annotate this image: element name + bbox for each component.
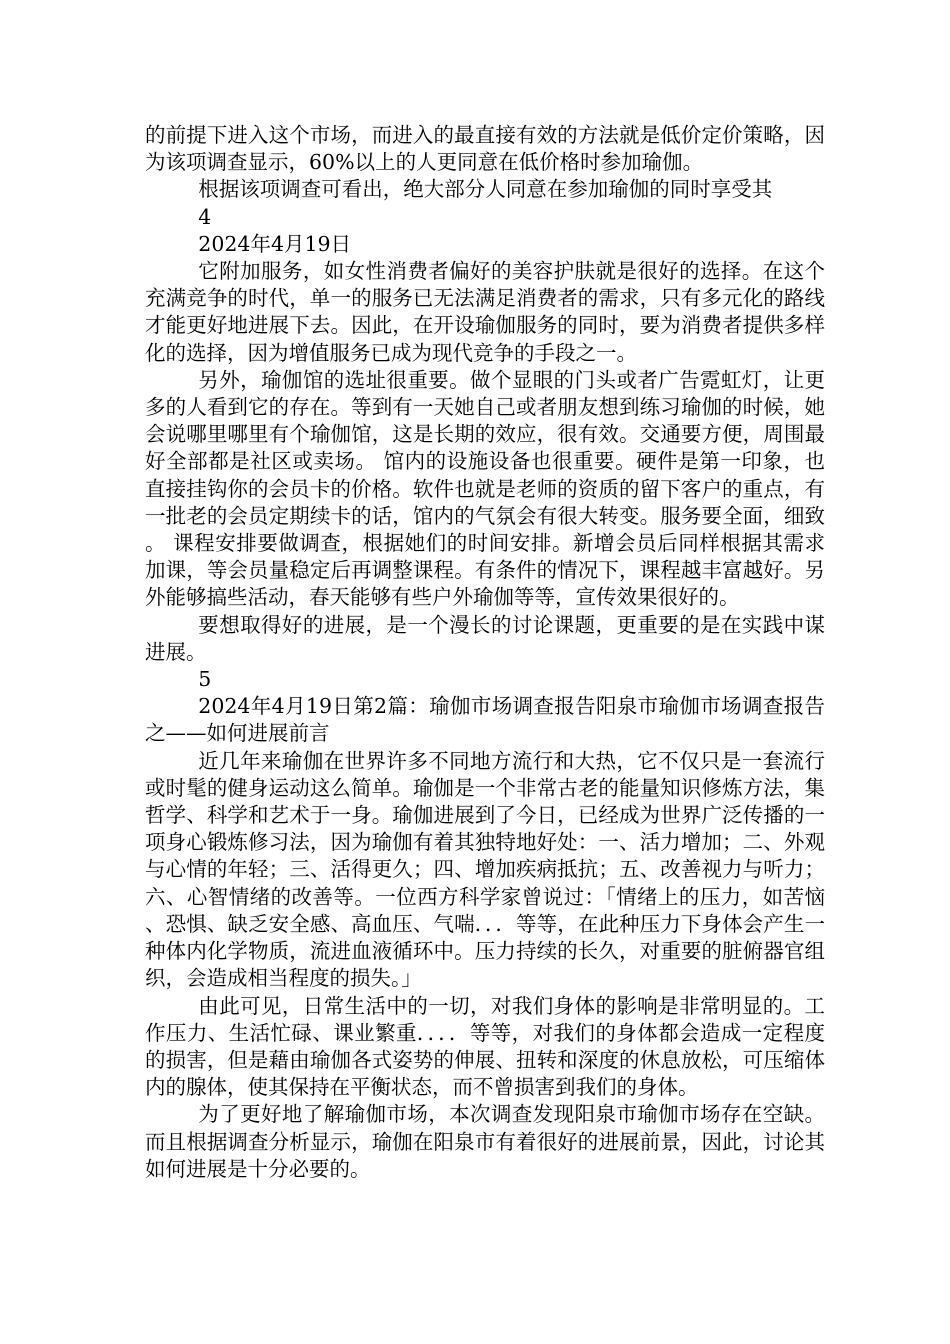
paragraph-yoga-benefits: 近几年来瑜伽在世界许多不同地方流行和大热，它不仅只是一套流行或时髦的健身运动这么简单。瑜伽是一个非常古老的能量知识修炼方法，集哲学、科学和艺术于一身。瑜伽进展到了今日，已经成为世界广泛传播的一项身心锻炼修习法，因为瑜伽有着其独特地好处：一、活力增加；二、外观与心情的年轻；三、活得更久；四、增加疾病抵抗；五、改善视力与听力；六、心智情绪的改善等。一位西方科学家曾说过：「情绪上的压力，如苦恼、恐惧、缺乏安全感、高血压、气喘．．．等等，在此种压力下身体会产生一种体内化学物质，流进血液循环中。压力持续的长久，对重要的脏俯器官组织，会造成相当程度的损失。」 xyxy=(145,748,825,991)
section-heading: 2024年4月19日第2篇：瑜伽市场调查报告阳泉市瑜伽市场调查报告之——如何进展前言 xyxy=(145,694,825,746)
document-page xyxy=(145,122,825,1183)
paragraph-value-added-services: 它附加服务，如女性消费者偏好的美容护肤就是很好的选择。在这个充满竞争的时代，单一的服务已无法满足消费者的需求，只有多元化的路线才能更好地进展下去。因此，在开设瑜伽服务的同时，要为消费者提供多样化的选择，因为增值服务已成为现代竞争的手段之一。 xyxy=(145,259,825,365)
paragraph-intro-continuation: 的前提下进入这个市场，而进入的最直接有效的方法就是低价定价策略，因为该项调查显示，60%以上的人更同意在低价格时参加瑜伽。 xyxy=(145,123,825,175)
page-number: 5 xyxy=(198,667,212,692)
page-date: 2024年4月19日 xyxy=(198,231,352,256)
paragraph-survey-conclusion: 根据该项调查可看出，绝大部分人同意在参加瑜伽的同时享受其 xyxy=(198,177,773,202)
paragraph-market-gap: 为了更好地了解瑜伽市场，本次调查发现阳泉市瑜伽市场存在空缺。而且根据调查分析显示，瑜伽在阳泉市有着很好的进展前景，因此，讨论其如何进展是十分必要的。 xyxy=(145,1102,825,1181)
page-number: 4 xyxy=(198,204,212,229)
paragraph-development-practice: 要想取得好的进展，是一个漫长的讨论课题，更重要的是在实践中谋进展。 xyxy=(145,612,825,664)
paragraph-location-facilities: 另外，瑜伽馆的选址很重要。做个显眼的门头或者广告霓虹灯，让更多的人看到它的存在。等到有一天她自己或者朋友想到练习瑜伽的时候，她会说哪里哪里有个瑜伽馆，这是长期的效应，很有效。交通要方便，周围最好全部都是社区或卖场。 馆内的设施设备也很重要。硬件是第一印象，也直接挂钩你的会员卡的价格。软件也就是老师的资质的留下客户的重点，有一批老的会员定期续卡的话，馆内的气氛会有很大转变。服务要全面，细致。 课程安排要做调查，根据她们的时间安排。新增会员后同样根据其需求加课，等会员量稳定后再调整课程。有条件的情况下，课程越丰富越好。另外能够搞些活动，春天能够有些户外瑜伽等等，宣传效果很好的。 xyxy=(145,367,825,610)
paragraph-daily-stress: 由此可见，日常生活中的一切，对我们身体的影响是非常明显的。工作压力、生活忙碌、课业繁重．．．．等等，对我们的身体都会造成一定程度的损害，但是藉由瑜伽各式姿势的伸展、扭转和深度的休息放松，可压缩体内的腺体，使其保持在平衡状态，而不曾损害到我们的身体。 xyxy=(145,993,825,1100)
